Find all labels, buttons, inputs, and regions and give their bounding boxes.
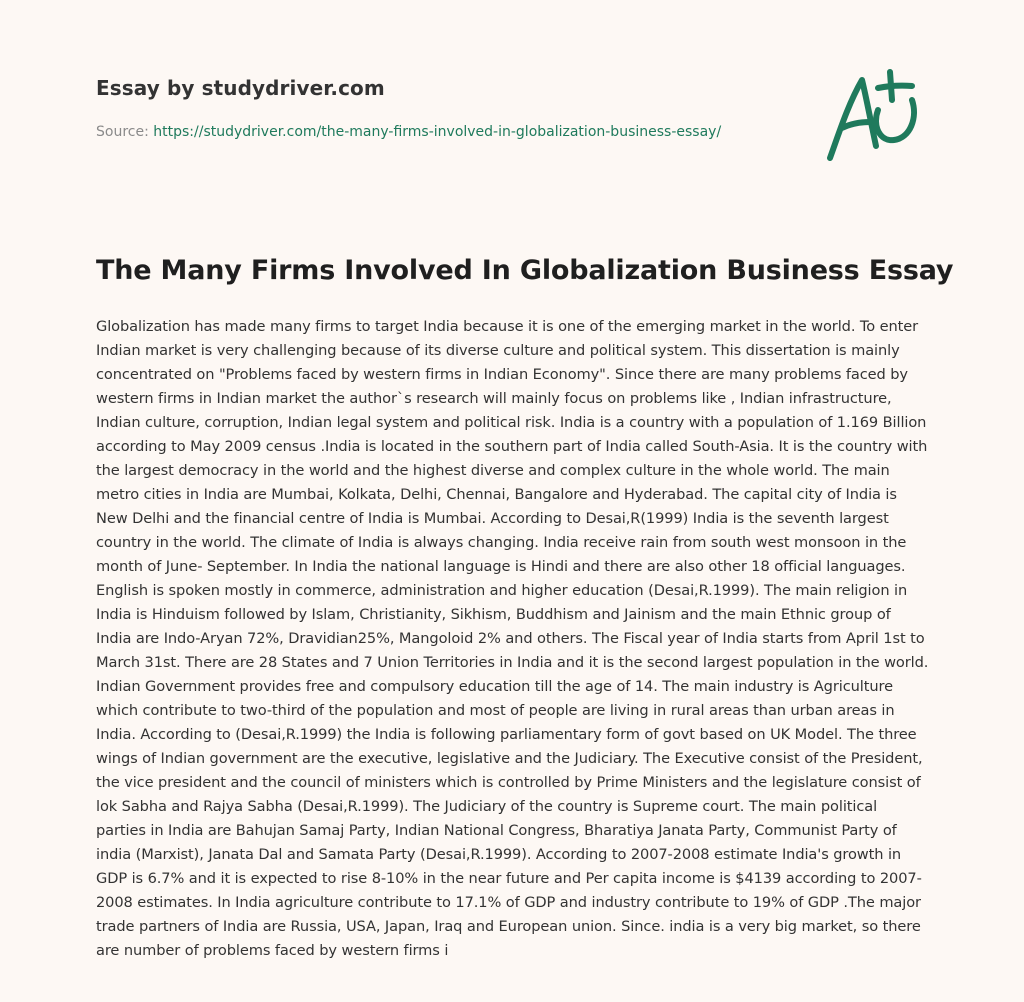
a-plus-logo-graphic — [820, 66, 930, 166]
a-plus-logo-icon — [820, 66, 930, 166]
source-label: Source: — [96, 124, 149, 140]
site-title: Essay by studydriver.com — [96, 76, 385, 100]
essay-title: The Many Firms Involved In Globalization Business Essay — [96, 255, 954, 286]
source-link[interactable]: https://studydriver.com/the-many-firms-involved-in-globalization-business-essay/ — [153, 124, 722, 140]
essay-body-text: Globalization has made many firms to target India because it is one of the emerging market in the world. To enter Indian market is very challenging because of its diverse culture and political system. This dissertation is mainly concentrated on "Problems faced by western firms in Indian Economy". Since there are many problems faced by western firms in Indian market the author`s research will mainly focus on problems like , Indian infrastructure, Indian culture, corruption, Indian legal system and political risk. India is a country with a population of 1.169 Billion according to May 2009 census .India is located in the southern part of India called South-Asia. It is the country with the largest democracy in the world and the highest diverse and complex culture in the whole world. The main metro cities in India are Mumbai, Kolkata, Delhi, Chennai, Bangalore and Hyderabad. The capital city of India is New Delhi and the financial centre of India is Mumbai. According to Desai,R(1999) India is the seventh largest country in the world. The climate of India is always changing. India receive rain from south west monsoon in the month of June- September. In India the national language is Hindi and there are also other 18 official languages. English is spoken mostly in commerce, administration and higher education (Desai,R.1999). The main religion in India is Hinduism followed by Islam, Christianity, Sikhism, Buddhism and Jainism and the main Ethnic group of India are Indo-Aryan 72%, Dravidian25%, Mangoloid 2% and others. The Fiscal year of India starts from April 1st to March 31st. There are 28 States and 7 Union Territories in India and it is the second largest population in the world. Indian Government provides free and compulsory education till the age of 14. The main industry is Agriculture which contribute to two-third of the population and most of people are living in rural areas than urban areas in India. According to (Desai,R.1999) the India is following parliamentary form of govt based on UK Model. The three wings of Indian government are the executive, legislative and the Judiciary. The Executive consist of the President, the vice president and the council of ministers which is controlled by Prime Ministers and the legislature consist of lok Sabha and Rajya Sabha (Desai,R.1999). The Judiciary of the country is Supreme court. The main political parties in India are Bahujan Samaj Party, Indian National Congress, Bharatiya Janata Party, Communist Party of india (Marxist), Janata Dal and Samata Party (Desai,R.1999). According to 2007-2008 estimate India's growth in GDP is 6.7% and it is expected to rise 8-10% in the near future and Per capita income is $4139 according to 2007-2008 estimates. In India agriculture contribute to 17.1% of GDP and industry contribute to 19% of GDP .The major trade partners of India are Russia, USA, Japan, Iraq and European union. Since. india is a very big market, so there are number of problems faced by western firms i — [96, 318, 929, 959]
document-header — [96, 76, 796, 140]
source-line — [96, 124, 796, 140]
